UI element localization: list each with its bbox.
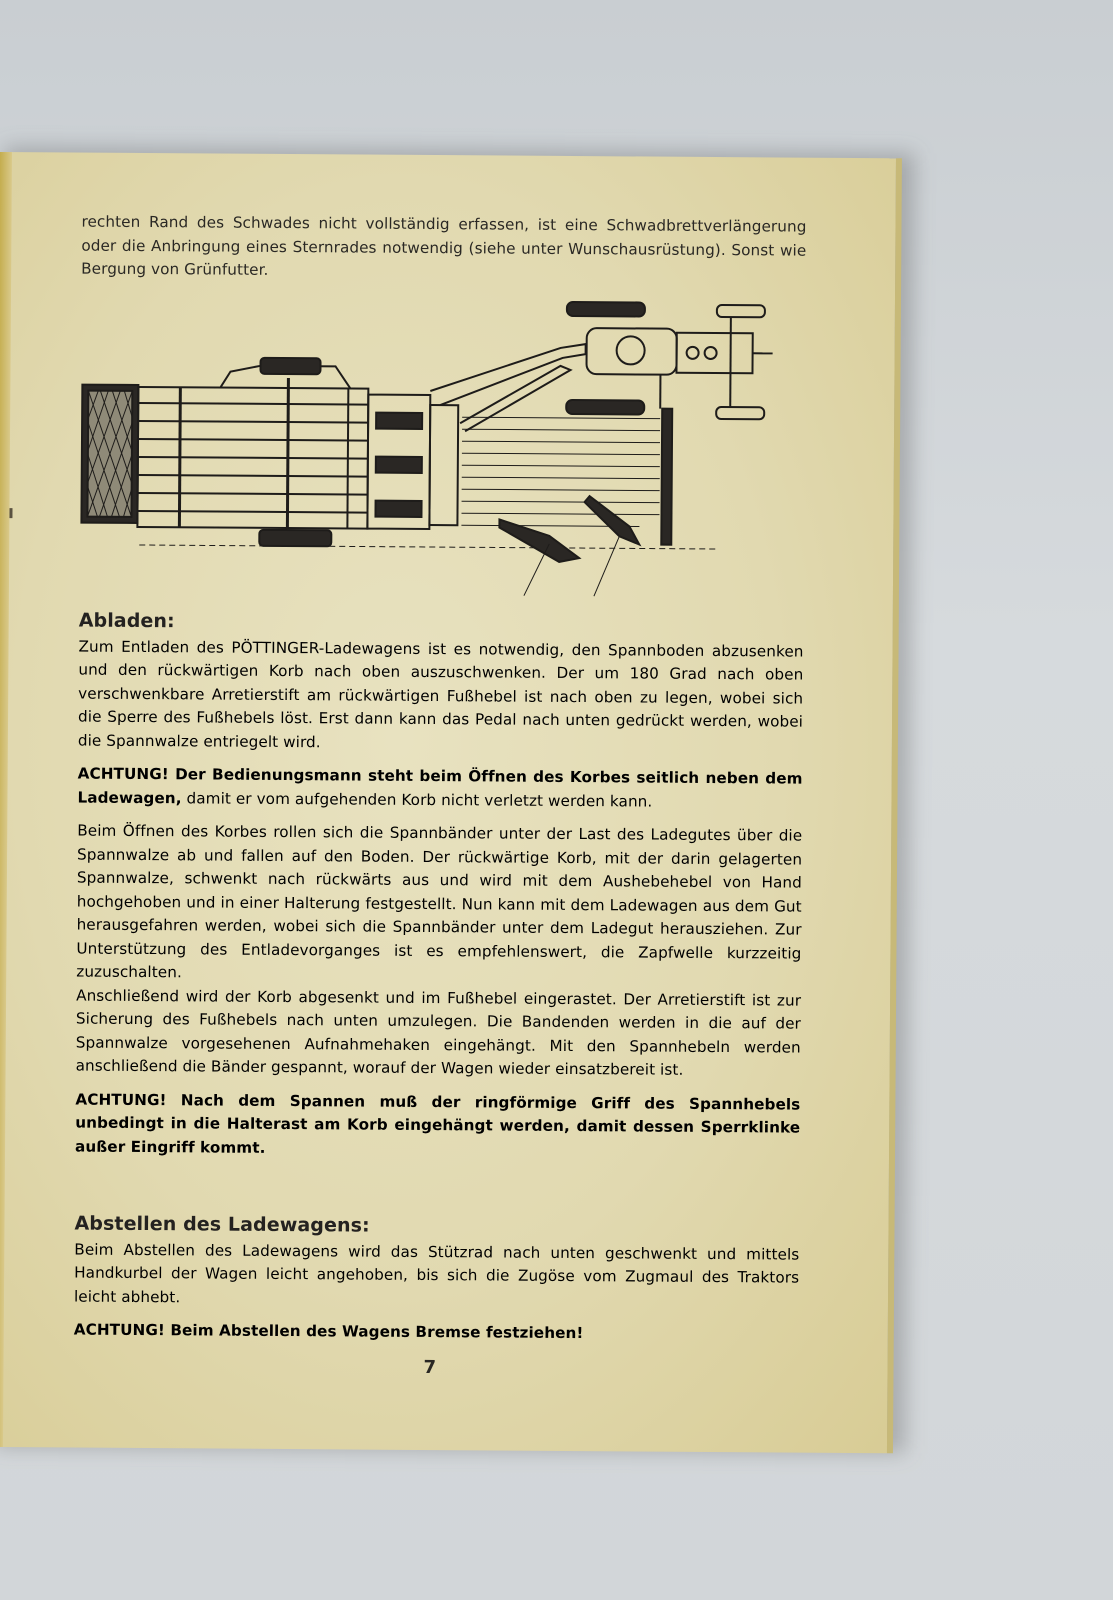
tractor-rear-wheel [567,302,645,317]
manual-page [0,152,902,1453]
abstellen-heading: Abstellen des Ladewagens: [74,1212,370,1237]
margin-mark [9,508,12,518]
top-paragraph: rechten Rand des Schwades nicht vollständig erfassen, ist eine Schwadbrettverlängerung oder die Anbringung eines Sternrades notwendig (siehe unter Wunschausrüstung). Sonst wie Bergung von Grünfutter. [81,212,807,279]
page-edge [0,152,12,1447]
abladen-heading: Abladen: [78,609,175,633]
abladen-paragraph-2: Beim Öffnen des Korbes rollen sich die Spannbänder unter der Last des Ladegutes über die Spannwalze ab und fallen auf den Boden. Der rückwärtige Korb, mit der darin gelagerten Spannwalze, schwenkt nach rückwärts aus und wird mit dem Aushebehebel von Hand hochgehoben und in einer Halterung festgestellt. Nun kann mit dem Ladewagen aus dem Gut herausgefahren werden, wobei sich die Spannbänder unter dem Ladegut herausziehen. Zur Unterstützung des Entladevorganges ist es empfehlenswert, die Zapfwelle kurzzeitig zuzuschalten. [76,821,803,982]
abladen-warning-1-rest: damit er vom aufgehenden Korb nicht verletzt werden kann. [181,788,653,811]
section-abladen [75,610,804,1174]
abstellen-warning: ACHTUNG! Beim Abstellen des Wagens Bremse festziehen! [73,1320,584,1343]
abladen-paragraph-3: Anschließend wird der Korb abgesenkt und im Fußhebel eingerastet. Der Arretierstift ist zur Sicherung des Fußhebels nach unten umzulegen. Die Bandenden werden in die auf der Spannwalze vorgesehenen Aufnahmehaken eingehängt. Mit den Spannhebeln werden anschließend die Bänder gespannt, worauf der Wagen wieder einsatzbereit ist. [75,986,802,1079]
loader-wagon-drawing [79,293,801,618]
abladen-warning-1-bold: ACHTUNG! Der Bedienungsmann steht beim Öffnen des Korbes seitlich neben dem Ladewagen, [77,764,803,807]
abladen-warning-1 [77,763,802,815]
page-number: 7 [423,1356,437,1379]
top-text-block [81,211,807,297]
abladen-paragraph-1: Zum Entladen des PÖTTINGER-Ladewagens ist es notwendig, den Spannboden abzusenken und den rückwärtigen Korb nach oben auszuschwenken. Der um 180 Grad nach oben verschwenkbare Arretierstift am rückwärtigen Fußhebel ist nach oben zu legen, wobei sich die Sperre des Fußhebels löst. Erst dann kann das Pedal nach unten gedrückt werden, wobei die Spannwalze entriegelt wird. [77,637,804,751]
abstellen-paragraph: Beim Abstellen des Ladewagens wird das Stützrad nach unten geschwenkt und mittels Handkurbel der Wagen leicht angehoben, bis sich die Zugöse vom Zugmaul des Traktors leicht abhebt. [73,1240,800,1306]
cutter-bar [661,409,672,545]
section-abstellen [74,1213,800,1358]
abladen-warning-2: ACHTUNG! Nach dem Spannen muß der ringförmige Griff des Spannhebels unbedingt in die Halterast am Korb eingehängt werden, damit dessen Sperrklinke außer Eingriff kommt. [74,1090,801,1157]
